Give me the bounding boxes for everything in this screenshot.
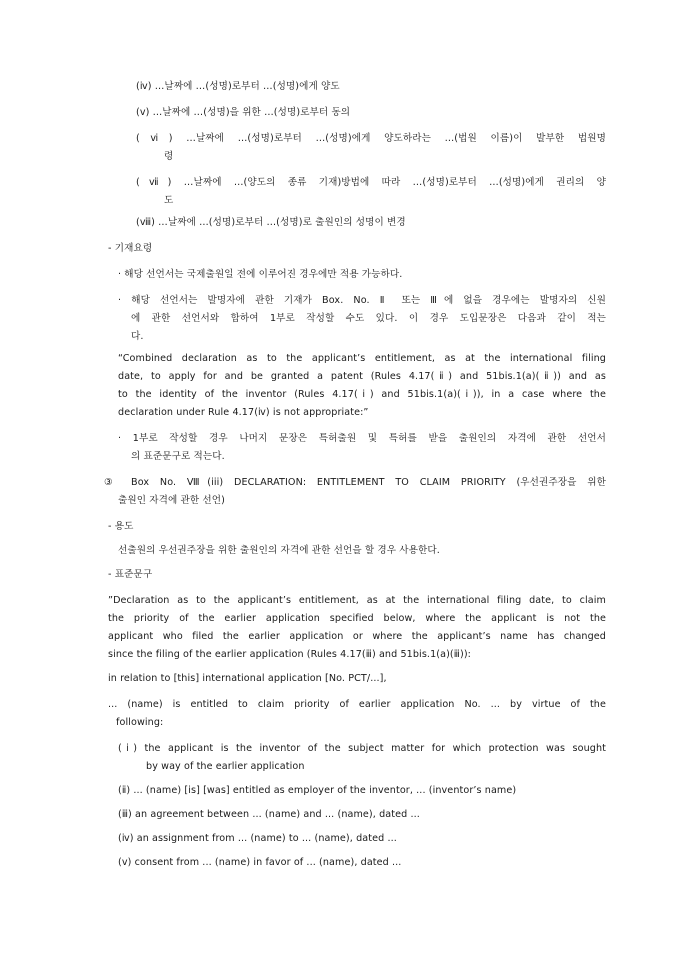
section-title-cont: 출원인 자격에 관한 선언) — [118, 495, 225, 506]
section-heading-guide: - 기재요령 — [108, 243, 153, 254]
section-heading-use: - 용도 — [108, 521, 134, 532]
declaration-line: following: — [116, 717, 164, 728]
declaration-line: ... (name) is entitled to claim priority of earlier application No. ... by virtue of the — [108, 699, 606, 710]
list-item-vi: (ⅵ) …날짜에 …(성명)로부터 …(성명)에게 양도하라는 …(법원 이름)이 발부한 법원명 — [136, 133, 606, 144]
bullet-item-cont: 다. — [131, 331, 144, 342]
list-item-vii: (ⅶ) …날짜에 …(양도의 종류 기재)방법에 따라 …(성명)로부터 …(성명)에게 권리의 양 — [136, 177, 606, 188]
declaration-line: ”Declaration as to the applicant’s entitlement, as at the international filing date, to claim — [108, 595, 606, 606]
declaration-line: applicant who filed the earlier application or where the applicant’s name has changed — [108, 631, 606, 642]
list-item-iv: (ⅳ) …날짜에 …(성명)로부터 …(성명)에게 양도 — [136, 81, 340, 92]
declaration-line: in relation to [this] international application [No. PCT/...], — [108, 673, 387, 684]
list-item-iv: (ⅳ) an assignment from ... (name) to ... (name), dated ... — [118, 833, 397, 844]
list-item-vii-cont: 도 — [164, 195, 174, 206]
list-item-ii: (ⅱ) ... (name) [is] [was] entitled as employer of the inventor, ... (inventor’s name) — [118, 785, 517, 796]
bullet-item: · 해당 선언서는 국제출원일 전에 이루어진 경우에만 적용 가능하다. — [118, 269, 403, 280]
section-heading-standard-text: - 표준문구 — [108, 569, 153, 580]
list-item-vi-cont: 령 — [164, 151, 174, 162]
bullet-item: · 해당 선언서는 발명자에 관한 기재가 Box. No. Ⅱ 또는 Ⅲ에 없을 경우에는 발명자의 신원 — [118, 295, 606, 306]
list-item-v: (ⅴ) …날짜에 …(성명)을 위한 …(성명)로부터 동의 — [136, 107, 351, 118]
list-item-v: (ⅴ) consent from ... (name) in favor of ... (name), dated ... — [118, 857, 402, 868]
quote-line: date, to apply for and be granted a patent (Rules 4.17(ⅱ) and 51bis.1(a)(ⅱ)) and as — [118, 371, 606, 382]
list-item-i-cont: by way of the earlier application — [146, 761, 305, 772]
bullet-item-cont: 에 관한 선언서와 합하여 1부로 작성할 수도 있다. 이 경우 도입문장은 다음과 같이 적는 — [131, 313, 606, 324]
list-item-viii: (ⅷ) …날짜에 …(성명)로부터 …(성명)로 출원인의 성명이 변경 — [136, 217, 406, 228]
quote-line: declaration under Rule 4.17(ⅳ) is not appropriate:” — [118, 407, 369, 418]
quote-line: “Combined declaration as to the applicant’s entitlement, as at the international filing — [118, 353, 606, 364]
bullet-item: · 1부로 작성할 경우 나머지 문장은 특허출원 및 특허를 받을 출원인의 자격에 관한 선언서 — [118, 433, 606, 444]
list-item-iii: (ⅲ) an agreement between ... (name) and ... (name), dated ... — [118, 809, 420, 820]
section-title-box-viii-iii: ③ Box No. Ⅷ(iii) DECLARATION: ENTITLEMENT TO CLAIM PRIORITY (우선권주장을 위한 — [104, 477, 606, 488]
paragraph: 선출원의 우선권주장을 위한 출원인의 자격에 관한 선언을 할 경우 사용한다. — [118, 545, 440, 556]
declaration-line: since the filing of the earlier application (Rules 4.17(ⅲ) and 51bis.1(a)(ⅲ)): — [108, 649, 472, 660]
bullet-item-cont: 의 표준문구로 적는다. — [131, 451, 225, 462]
list-item-i: (ⅰ) the applicant is the inventor of the subject matter for which protection was sought — [118, 743, 606, 754]
declaration-line: the priority of the earlier application specified below, where the applicant is not the — [108, 613, 606, 624]
quote-line: to the identity of the inventor (Rules 4.17(ⅰ) and 51bis.1(a)(ⅰ)), in a case where the — [118, 389, 606, 400]
